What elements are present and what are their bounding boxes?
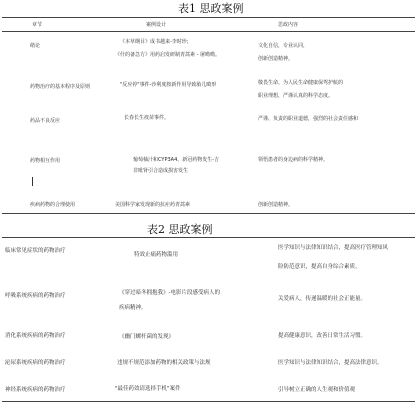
table1-row4-chapter: 药物相互作用 bbox=[30, 158, 61, 164]
table2-title: 表2 思政案例 bbox=[147, 223, 213, 236]
table1-header-chapter: 章节 bbox=[32, 22, 43, 28]
table1-row1-case-line1: 《本草纲目》成书越来-李时珍; bbox=[120, 39, 189, 45]
table2-bottom-rule bbox=[2, 401, 415, 402]
table2-row4-case: 违规不规范添加药物的相关政策与法规 bbox=[117, 360, 211, 366]
table2-row2-content: 关爱病人，传递温暖的社会正能量。 bbox=[278, 296, 367, 302]
table2-row5-case: "最佳药效请选择手机"案件 bbox=[115, 386, 181, 392]
table1-top-rule bbox=[2, 17, 415, 18]
table1-header-content: 思政内容 bbox=[278, 22, 299, 28]
table1-header-rule bbox=[2, 31, 415, 32]
table2-row4-chapter: 泌尿系统疾病的药物治疗 bbox=[5, 360, 66, 366]
table1-row3-chapter: 药品不良反应 bbox=[30, 118, 61, 124]
table1-row3-content: 严谨、负责的职业道德，强烈的社会责任感和 bbox=[258, 116, 359, 122]
table2-row1-chapter: 临床常见症状的药物治疗 bbox=[5, 248, 66, 254]
table2-row4-content: 医学知识与法律知识结合，提高法律意识。 bbox=[278, 360, 383, 366]
table1-row2-content-line2: 职业理想，严谨认真的科学态度。 bbox=[258, 93, 334, 99]
table2-top-rule bbox=[2, 237, 415, 238]
table2-row1-case: 特效止痛药物滥用 bbox=[134, 252, 179, 258]
table1-row5-case: 美国科学家发现新的抗疟药青蒿素 bbox=[115, 202, 191, 208]
table1-row1-chapter: 绪论 bbox=[30, 43, 41, 49]
table1-row5-content: 创新创造精神。 bbox=[258, 202, 294, 208]
table1-row2-content-line1: 敬畏生命、为人民生命健康保驾护航的 bbox=[258, 80, 344, 86]
table1-row1-case-line2: 《什的备急方》用药启发研制青蒿素 - 屠呦呦。 bbox=[115, 52, 220, 58]
table1-bottom-rule bbox=[2, 213, 415, 214]
table2-row2-case-line2: 疾病精神。 bbox=[119, 305, 147, 311]
table1-title: 表1 思政案例 bbox=[178, 2, 244, 15]
table1-row2-case: "反应停"事件-沙利度胺新作用导致胎儿畸形 bbox=[120, 82, 217, 88]
table2-row3-chapter: 消化系统疾病的药物治疗 bbox=[5, 333, 66, 339]
table1-row4-case-line2: 非吡肾引合造成损害发生 bbox=[133, 168, 189, 174]
table2-row2-case-line1: 《穿过暗冬拥抱我》-电影片段感受病人的 bbox=[119, 290, 220, 296]
table1-header-case: 案例设计 bbox=[146, 22, 167, 28]
table1-row2-chapter: 药物治疗的基本程序及原则 bbox=[30, 84, 91, 90]
table1-row1-content-line1: 文化自信，专业认同， bbox=[258, 43, 309, 49]
table1-row5-chapter: 疾病药物的合理使用 bbox=[30, 202, 76, 208]
table1-row4-content: 领悟患者的身边病的科学精神。 bbox=[258, 157, 329, 163]
table2-row1-content-line2: 险防范意识，提高自身综合素质。 bbox=[278, 264, 361, 270]
table1-row4-marker bbox=[32, 177, 33, 186]
table1-row4-case-line1: 葡萄柚汁和CYP3A4、新冠药物发生-吉 bbox=[133, 157, 220, 163]
table1-row3-case: 长春长生疫苗事件。 bbox=[124, 115, 170, 121]
table2-row2-chapter: 呼吸系统疾病的药物治疗 bbox=[5, 293, 66, 299]
table2-row5-content: 引导树立正确的人生观和价值观 bbox=[278, 387, 356, 393]
table2-row5-chapter: 神经系统疾病的药物治疗 bbox=[5, 387, 66, 393]
table1-row1-content-line2: 创新创造精神。 bbox=[258, 56, 294, 62]
table2-row3-case: 《幽门螺杆菌的发现》 bbox=[119, 334, 175, 340]
table2-row1-content-line1: 医学知识与法律知识结合，提高医疗管理知风 bbox=[278, 245, 389, 251]
table2-row3-content: 提高健康意识，改善日常生活习惯。 bbox=[278, 333, 367, 339]
